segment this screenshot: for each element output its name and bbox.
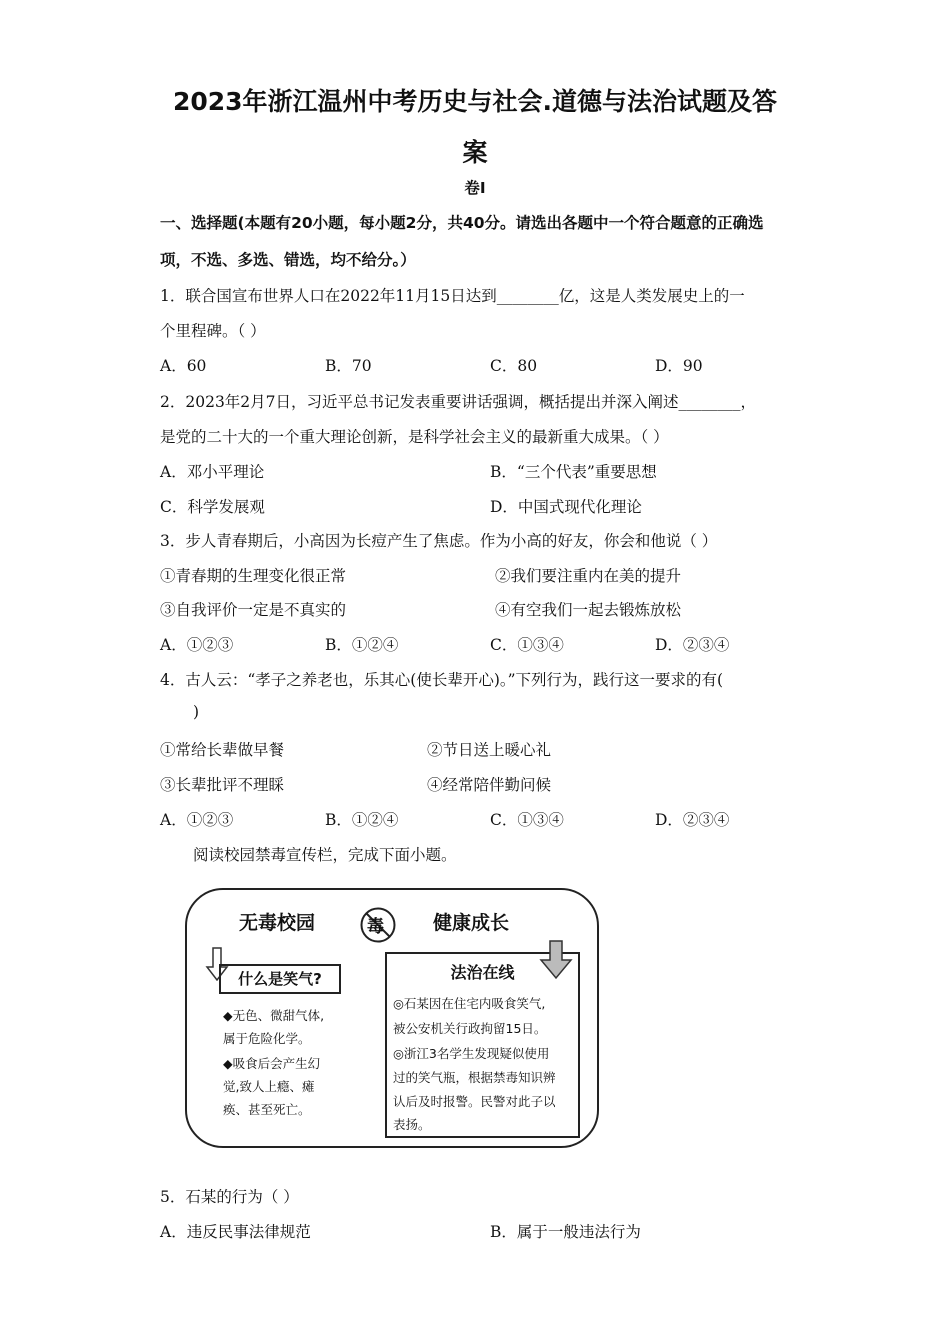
q3-item-2: ②我们要注重内在美的提升 xyxy=(495,567,682,585)
q5-stem-line1: 5．石某的行为（ ） xyxy=(160,1188,299,1206)
q4-option-d: D．②③④ xyxy=(655,811,730,829)
q4-stem-line2: ) xyxy=(193,703,200,721)
law-line: ◎浙江3名学生发现疑似使用 xyxy=(393,1046,550,1061)
law-online-title: 法治在线 xyxy=(450,963,515,982)
q3-item-3: ③自我评价一定是不真实的 xyxy=(160,601,347,619)
exam-title-line1: 2023年浙江温州中考历史与社会.道德与法治试题及答 xyxy=(172,87,778,116)
q3-option-d: D．②③④ xyxy=(655,636,730,654)
q4-item-1: ①常给长辈做早餐 xyxy=(160,741,285,759)
q3-item-4: ④有空我们一起去锻炼放松 xyxy=(495,601,682,619)
q4-item-2: ②节日送上暖心礼 xyxy=(427,741,552,759)
poster-heading-left: 无毒校园 xyxy=(239,912,316,934)
q4-option-a: A．①②③ xyxy=(160,811,234,829)
q3-item-1: ①青春期的生理变化很正常 xyxy=(160,567,347,585)
question-box: 什么是笑气? xyxy=(219,964,341,994)
fact-line: 痪、甚至死亡。 xyxy=(223,1102,311,1117)
law-line: 过的笑气瓶，根据禁毒知识辨 xyxy=(393,1070,556,1085)
q4-stem-line1: 4．古人云：“孝子之养老也，乐其心(使长辈开心)。”下列行为，践行这一要求的有( xyxy=(160,671,724,689)
q1-stem-line2: 个里程碑。（ ） xyxy=(160,322,266,340)
fact-line: 觉,致人上瘾、瘫 xyxy=(223,1079,315,1094)
q3-option-c: C．①③④ xyxy=(490,636,564,654)
q4-option-c: C．①③④ xyxy=(490,811,564,829)
q4-option-b: B．①②④ xyxy=(325,811,399,829)
anti-drug-poster xyxy=(185,888,599,1148)
down-arrow-icon xyxy=(539,940,573,980)
q2-stem-line2: 是党的二十大的一个重大理论创新，是科学社会主义的最新重大成果。（ ） xyxy=(160,428,669,446)
ban-character: 毒 xyxy=(367,917,384,937)
q2-stem-line1: 2．2023年2月7日，习近平总书记发表重要讲话强调，概括提出并深入阐述________， xyxy=(160,393,757,411)
q1-option-d: D．90 xyxy=(655,357,703,375)
exam-title-line2: 案 xyxy=(462,138,488,167)
q4-item-3: ③长辈批评不理睬 xyxy=(160,776,285,794)
q5-option-a: A．违反民事法律规范 xyxy=(160,1223,311,1241)
q2-option-d: D．中国式现代化理论 xyxy=(490,498,642,516)
fact-line: ◆无色、微甜气体, xyxy=(223,1008,325,1023)
q1-option-c: C．80 xyxy=(490,357,538,375)
fact-line: ◆吸食后会产生幻 xyxy=(223,1056,321,1071)
law-line: 认后及时报警。民警对此子以 xyxy=(393,1094,556,1109)
section-instruction-line2: 项，不选、多选、错选，均不给分。） xyxy=(160,251,416,269)
q1-option-b: B．70 xyxy=(325,357,372,375)
law-line: ◎石某因在住宅内吸食笑气, xyxy=(393,996,546,1011)
poster-heading-right: 健康成长 xyxy=(433,912,510,934)
law-line: 表扬。 xyxy=(393,1117,431,1132)
q5-option-b: B．属于一般违法行为 xyxy=(490,1223,641,1241)
fact-line: 属于危险化学。 xyxy=(223,1031,311,1046)
section-instruction-line1: 一、选择题(本题有20小题，每小题2分，共40分。请选出各题中一个符合题意的正确选 xyxy=(160,214,764,232)
q3-option-a: A．①②③ xyxy=(160,636,234,654)
q4-item-4: ④经常陪伴勤问候 xyxy=(427,776,552,794)
reading-intro: 阅读校园禁毒宣传栏，完成下面小题。 xyxy=(193,846,457,864)
q2-option-b: B．“三个代表”重要思想 xyxy=(490,463,657,481)
law-line: 被公安机关行政拘留15日。 xyxy=(393,1021,547,1036)
q3-option-b: B．①②④ xyxy=(325,636,399,654)
volume-label: 卷Ⅰ xyxy=(464,179,486,197)
q3-stem-line1: 3．步人青春期后，小高因为长痘产生了焦虑。作为小高的好友，你会和他说（ ） xyxy=(160,532,718,550)
q2-option-c: C．科学发展观 xyxy=(160,498,265,516)
q1-option-a: A．60 xyxy=(160,357,207,375)
q2-option-a: A．邓小平理论 xyxy=(160,463,265,481)
q1-stem-line1: 1．联合国宣布世界人口在2022年11月15日达到________亿，这是人类发展史上的一 xyxy=(160,287,745,305)
